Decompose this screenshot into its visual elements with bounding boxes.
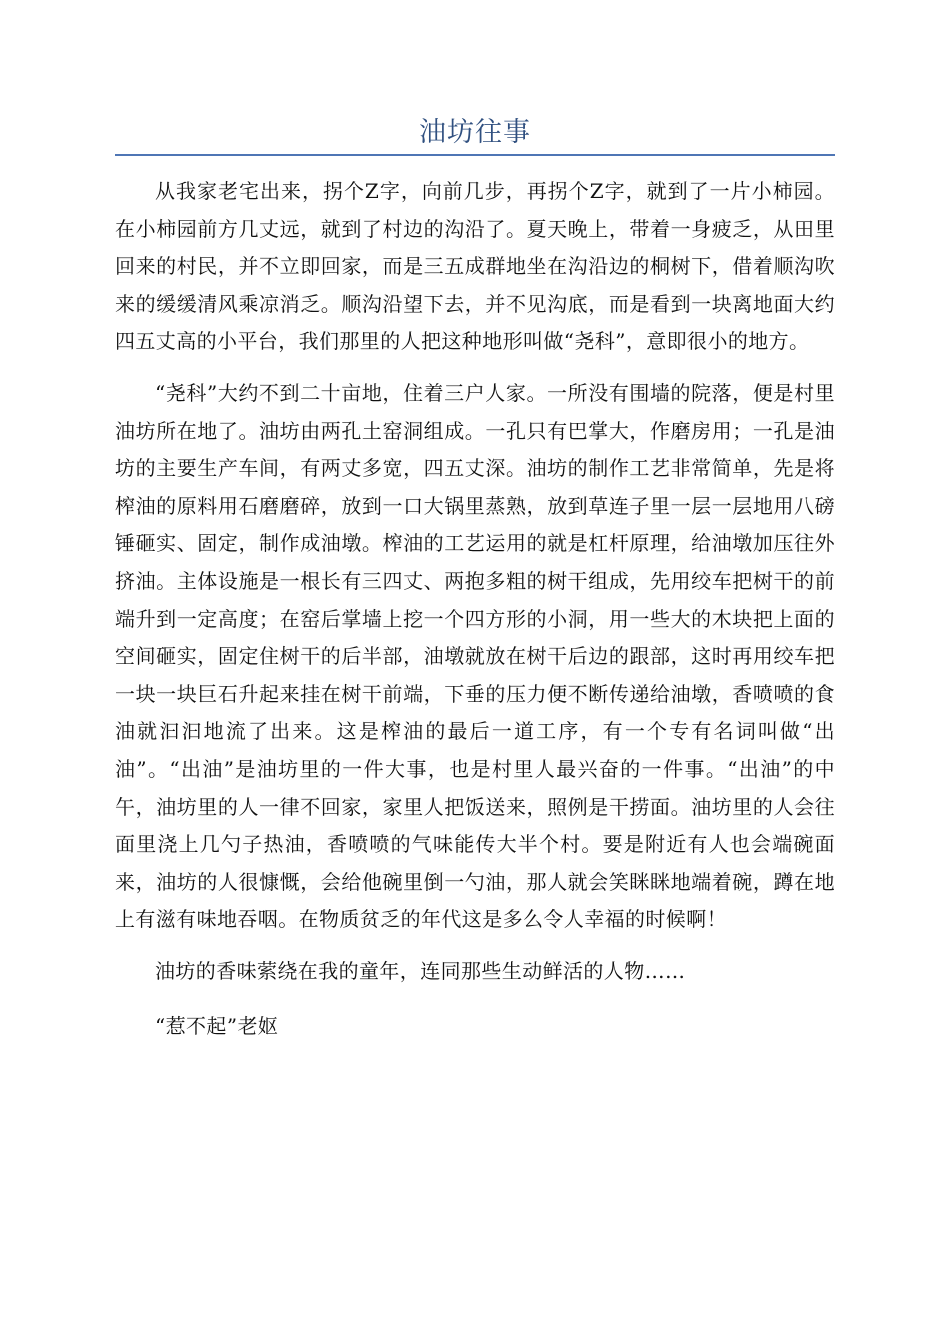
section-heading-old-woman: “惹不起”老妪 [155, 1014, 279, 1039]
title-underline [115, 154, 835, 156]
paragraph-childhood: 油坊的香味萦绕在我的童年，连同那些生动鲜活的人物…… [155, 958, 686, 983]
paragraph-intro: 从我家老宅出来，拐个Z字，向前几步，再拐个Z字，就到了一片小柿园。在小柿园前方几丈远，就到了村边的沟沿了。夏天晚上，带着一身疲乏，从田里回来的村民，并不立即回家，而是三五成群地坐在沟沿边的桐树下，借着顺沟吹来的缓缓清风乘凉消乏。顺沟沿望下去，并不见沟底，而是看到一块离地面大约四五丈高的小平台，我们那里的人把这种地形叫做“尧科”，意即很小的地方。 [115, 179, 835, 354]
document-body [115, 173, 835, 1064]
paragraph-oil-mill: “尧科”大约不到二十亩地，住着三户人家。一所没有围墙的院落，便是村里油坊所在地了。油坊由两孔土窑洞组成。一孔只有巴掌大，作磨房用；一孔是油坊的主要生产车间，有两丈多宽，四五丈深。油坊的制作工艺非常简单，先是将榨油的原料用石磨磨碎，放到一口大锅里蒸熟，放到草连子里一层一层地用八磅锤砸实、固定，制作成油墩。榨油的工艺运用的就是杠杆原理，给油墩加压往外挤油。主体设施是一根长有三四丈、两抱多粗的树干组成，先用绞车把树干的前端升到一定高度；在窑后掌墙上挖一个四方形的小洞，用一些大的木块把上面的空间砸实，固定住树干的后半部，油墩就放在树干后边的跟部，这时再用绞车把一块一块巨石升起来挂在树干前端，下垂的压力便不断传递给油墩，香喷喷的食油就汩汩地流了出来。这是榨油的最后一道工序，有一个专有名词叫做“出油”。“出油”是油坊里的一件大事，也是村里人最兴奋的一件事。“出油”的中午，油坊里的人一律不回家，家里人把饭送来，照例是干捞面。油坊里的人会往面里浇上几勺子热油，香喷喷的气味能传大半个村。要是附近有人也会端碗面来，油坊的人很慷慨，会给他碗里倒一勺油，那人就会笑眯眯地端着碗，蹲在地上有滋有味地吞咽。在物质贫乏的年代这是多么令人幸福的时候啊！ [115, 380, 835, 932]
document-title: 油坊往事 [419, 117, 531, 148]
